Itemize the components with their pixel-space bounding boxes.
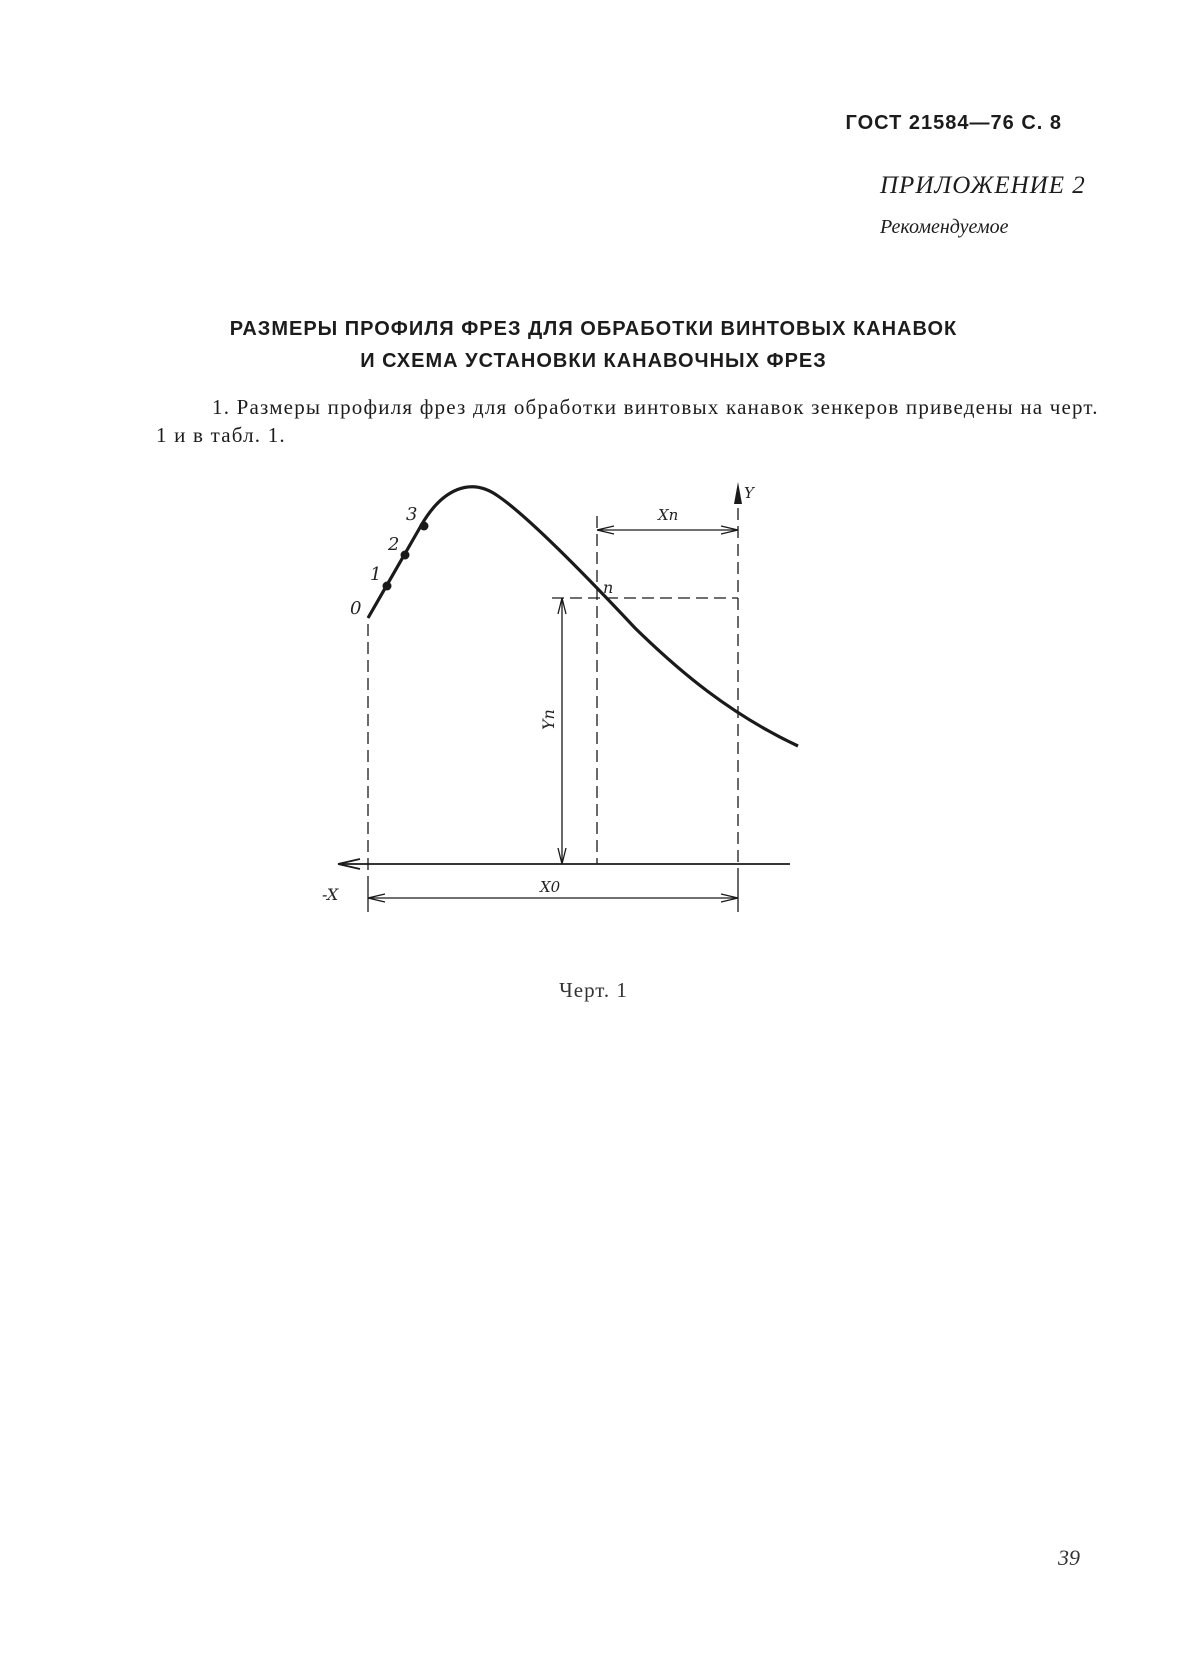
profile-point-2 — [401, 551, 410, 560]
point-label-0: 0 — [350, 598, 362, 619]
point-label-1: 1 — [370, 564, 382, 585]
body-paragraph-text: 1. Размеры профиля фрез для обработки винтовых канавок зенкеров приведены на черт. 1 и в табл. 1. — [156, 395, 1099, 447]
dimension-label-xn: Xn — [658, 506, 679, 524]
profile-curve — [368, 487, 798, 746]
figure-1-drawing — [322, 480, 890, 960]
body-paragraph — [156, 393, 1102, 449]
point-label-3: 3 — [406, 504, 418, 525]
axis-label-y: Y — [744, 484, 754, 502]
dimension-label-x0: X0 — [540, 878, 561, 896]
axis-label-neg-x: -X — [322, 885, 339, 904]
section-title-line-1: РАЗМЕРЫ ПРОФИЛЯ ФРЕЗ ДЛЯ ОБРАБОТКИ ВИНТОВЫХ КАНАВОК — [229, 318, 958, 340]
section-title-line-2: И СХЕМА УСТАНОВКИ КАНАВОЧНЫХ ФРЕЗ — [360, 350, 827, 372]
standard-header: ГОСТ 21584—76 С. 8 — [845, 112, 1062, 134]
appendix-status: Рекомендуемое — [880, 216, 1009, 238]
point-label-2: 2 — [388, 534, 400, 555]
point-label-n: n — [603, 578, 614, 597]
y-axis-arrow — [734, 482, 742, 504]
appendix-label: ПРИЛОЖЕНИЕ 2 — [880, 172, 1086, 199]
profile-point-3 — [420, 522, 429, 531]
profile-point-1 — [383, 582, 392, 591]
dimension-label-yn: Yn — [539, 709, 558, 730]
figure-caption: Черт. 1 — [559, 978, 628, 1002]
section-title — [0, 313, 1187, 377]
page-number: 39 — [1058, 1545, 1080, 1570]
